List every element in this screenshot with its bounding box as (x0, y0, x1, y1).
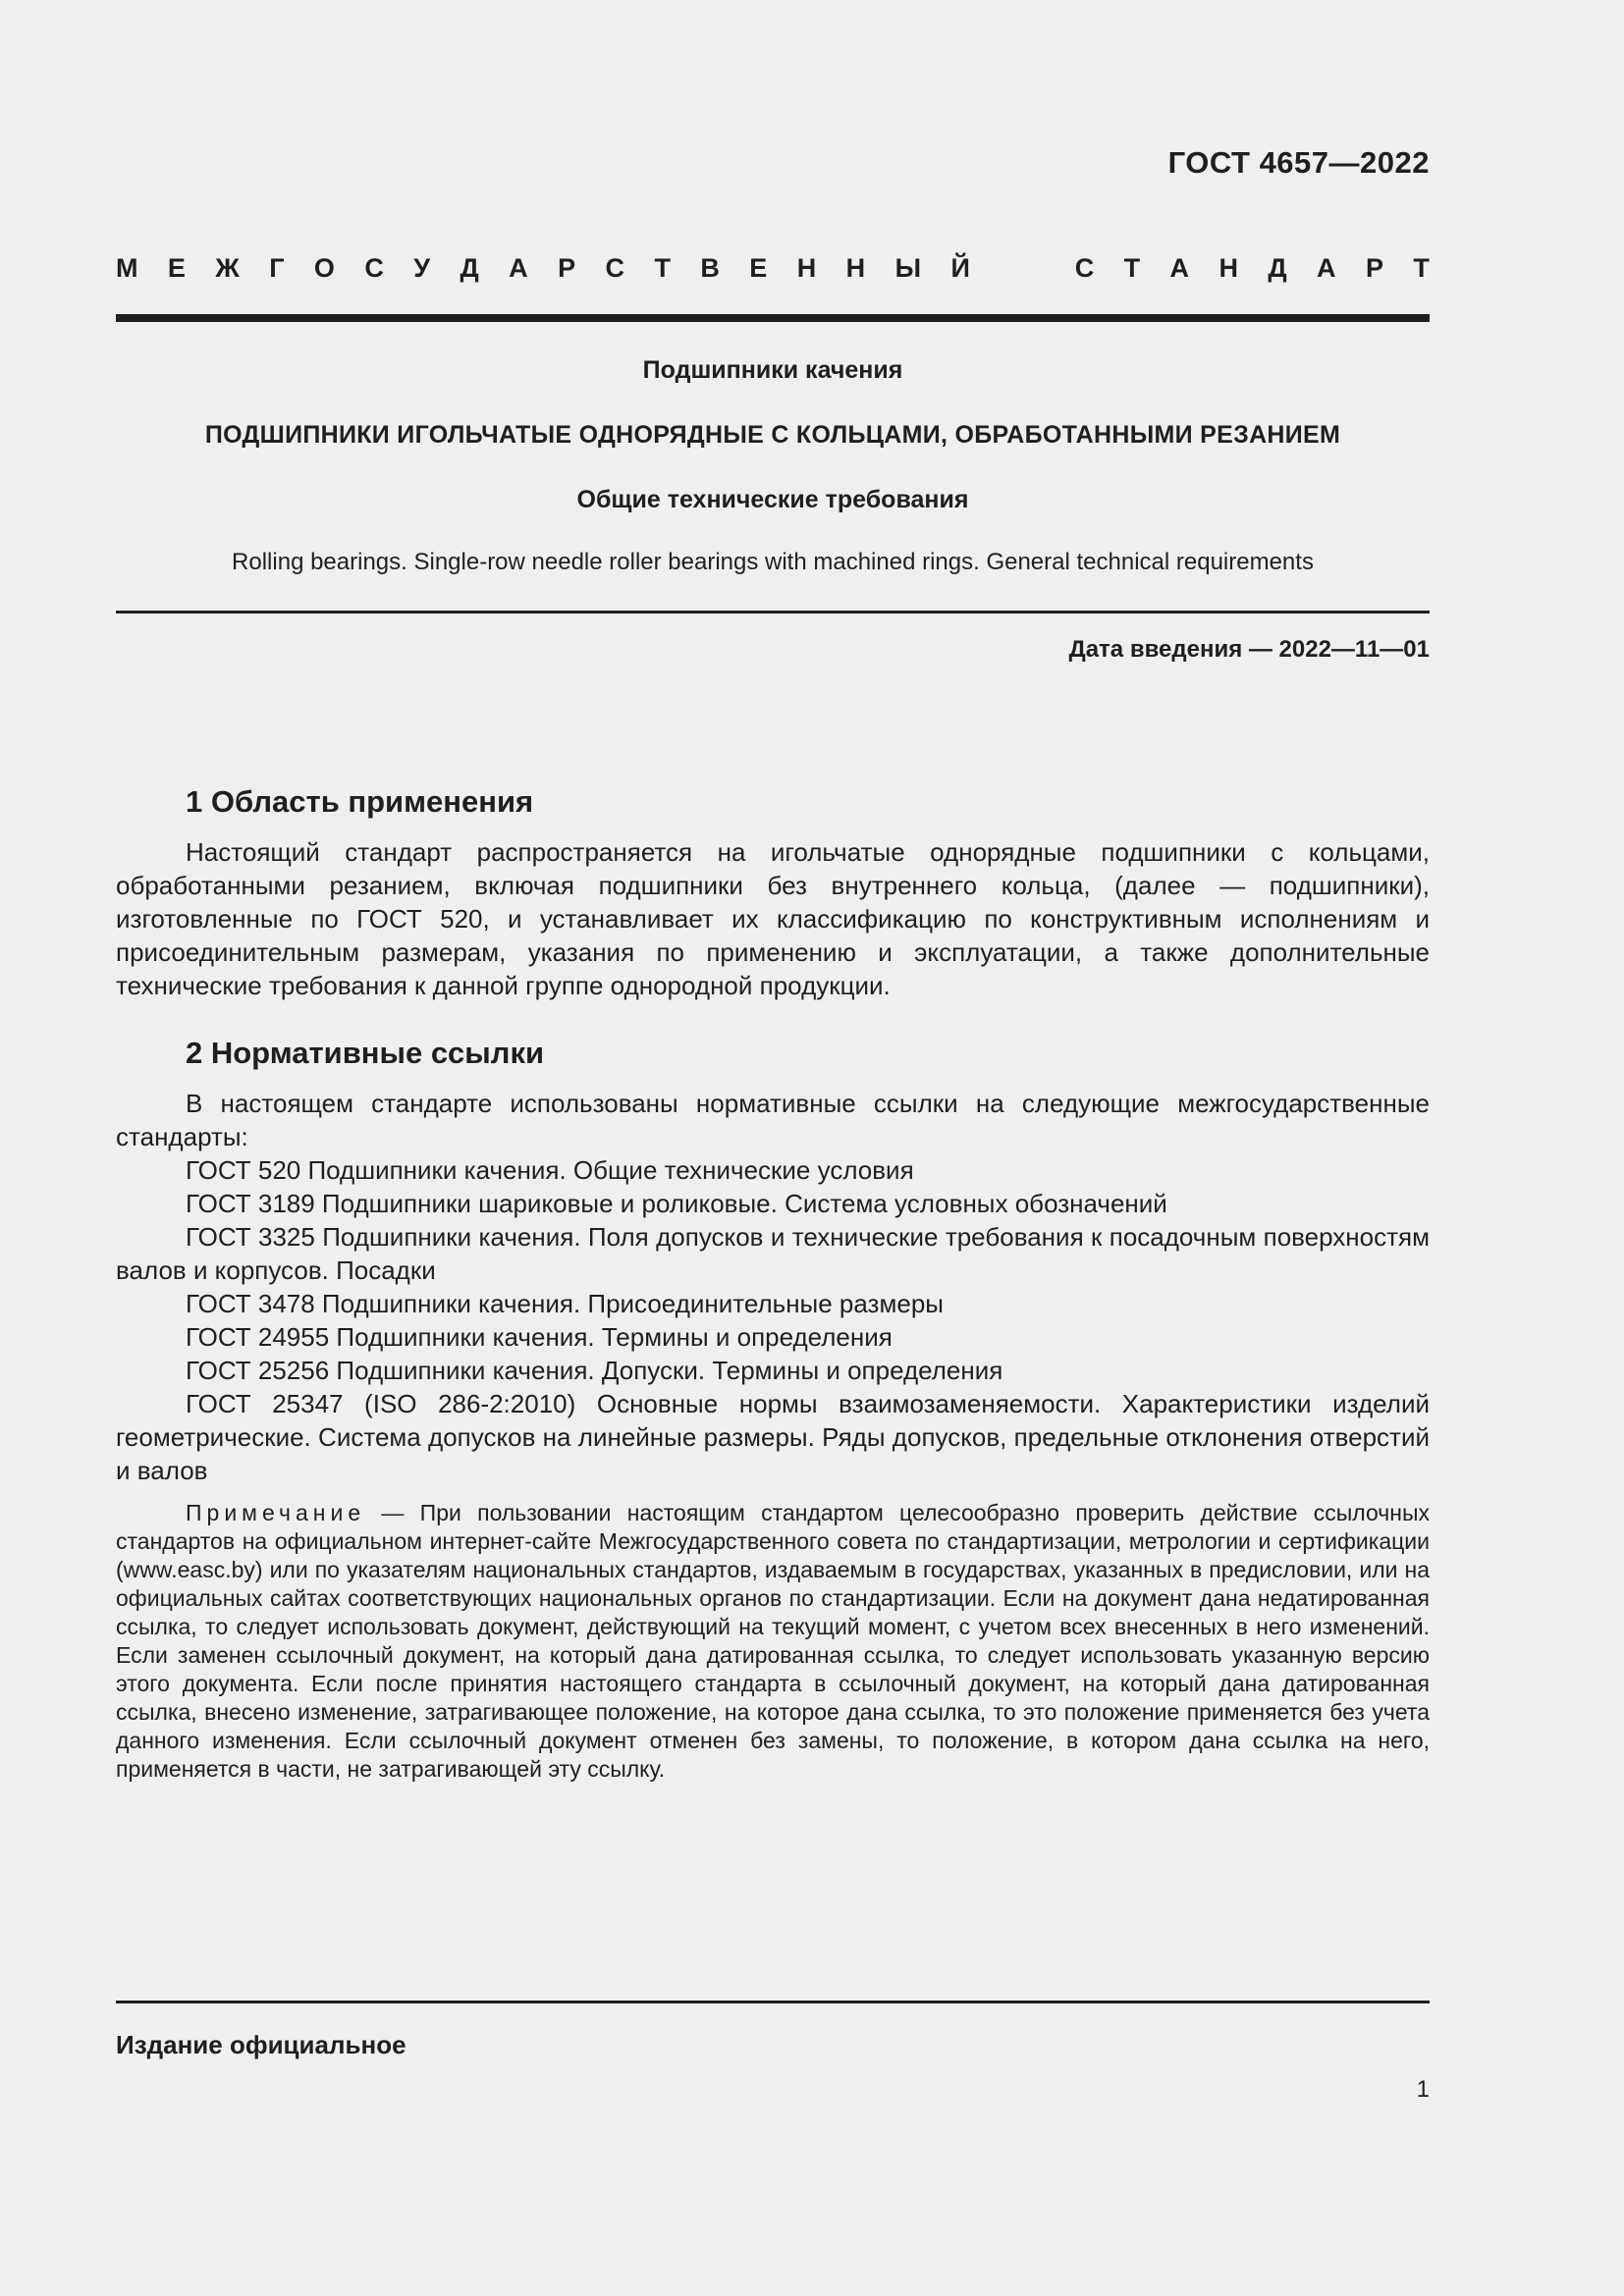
standard-type-letter: Е (167, 253, 186, 283)
standard-type-gap (1000, 253, 1045, 284)
standard-type-banner (116, 253, 1430, 284)
standard-type-letter: С (364, 253, 384, 283)
title-category: Подшипники качения (642, 356, 903, 384)
standard-type-letter: Г (269, 253, 285, 283)
standard-type-letter: Е (749, 253, 768, 283)
section-1-text: Настоящий стандарт распространяется на игольчатые однорядные подшипники с кольцами, обработанными резанием, включая подшипники без внутреннего кольца, (далее — подшипники), изготовленные по ГОСТ 520, и устанавливает их классификацию по конструктивным исполнениям и присоединительным размерам, указания по применению и эксплуатации, а также дополнительные технические требования к данной группе однородной продукции. (116, 837, 1430, 1000)
note-text: — При пользовании настоящим стандартом целесообразно проверить действие ссылочных стандартов на официальном интернет-сайте Межгосударственного совета по стандартизации, метрологии и сертификации (www.easc.by) или по указателям национальных стандартов, издаваемым в государствах, указанных в предисловии, или на официальных сайтах соответствующих национальных органов по стандартизации. Если на документ дана недатированная ссылка, то следует использовать документ, действующий на текущий момент, с учетом всех внесенных в него изменений. Если заменен ссылочный документ, на который дана датированная ссылка, то следует использовать указанную версию этого документа. Если после принятия настоящего стандарта в ссылочный документ, на который дана датированная ссылка, внесено изменение, затрагивающее положение, на которое дана ссылка, то это положение применяется без учета данного изменения. Если ссылочный документ отменен без замены, то положение, в котором дана ссылка на него, применяется в части, не затрагивающей эту ссылку. (116, 1500, 1430, 1782)
standard-type-letter: Н (796, 253, 817, 283)
section-2-intro: В настоящем стандарте использованы нормативные ссылки на следующие межгосударственные стандарты: (116, 1089, 1430, 1151)
header-divider (116, 314, 1430, 322)
standard-type-letter: С (1074, 253, 1095, 283)
introduction-date: Дата введения — 2022—11—01 (1068, 636, 1430, 663)
footer-divider (116, 2001, 1430, 2003)
document-page (116, 0, 1430, 2296)
document-number: ГОСТ 4657—2022 (1167, 145, 1430, 180)
standard-type-letter: Р (1365, 253, 1383, 283)
standard-type-letter: Й (950, 253, 970, 283)
standard-type-letter: Ы (894, 253, 922, 283)
standard-type-letter: Н (845, 253, 866, 283)
standard-type-letter: Ж (215, 253, 240, 283)
note-label: Примечание (186, 1500, 366, 1525)
reference-item: ГОСТ 3325 Подшипники качения. Поля допусков и технические требования к посадочным поверхностям валов и корпусов. Посадки (116, 1222, 1430, 1285)
standard-type-letter: С (605, 253, 625, 283)
reference-item: ГОСТ 24955 Подшипники качения. Термины и определения (186, 1322, 893, 1352)
reference-item: ГОСТ 3189 Подшипники шариковые и роликовые. Система условных обозначений (186, 1189, 1167, 1218)
title-divider (116, 611, 1430, 614)
section-2-heading: 2 Нормативные ссылки (186, 1036, 545, 1070)
page-number: 1 (1416, 2076, 1430, 2103)
standard-type-letter: Т (1413, 253, 1430, 283)
note (116, 1499, 1430, 1784)
standard-type-letter: М (116, 253, 138, 283)
reference-item: ГОСТ 25256 Подшипники качения. Допуски. Термины и определения (186, 1356, 1003, 1385)
standard-type-letter: О (313, 253, 335, 283)
standard-type-letter: Т (654, 253, 671, 283)
standard-type-letter: В (700, 253, 720, 283)
document-body (116, 780, 1430, 1784)
standard-type-letter: Н (1218, 253, 1238, 283)
standard-type-letter: Т (1123, 253, 1141, 283)
reference-item: ГОСТ 520 Подшипники качения. Общие технические условия (186, 1155, 914, 1185)
standard-type-letter: А (509, 253, 528, 283)
standard-type-letter: А (1317, 253, 1336, 283)
standard-type-letter: У (413, 253, 431, 283)
title-subtitle: Общие технические требования (576, 486, 969, 513)
standard-type-letter: Д (1268, 253, 1287, 283)
standard-type-letter: Д (460, 253, 479, 283)
section-1-heading: 1 Область применения (186, 784, 534, 819)
standard-type-letter: А (1169, 253, 1190, 283)
reference-item: ГОСТ 25347 (ISO 286-2:2010) Основные нормы взаимозаменяемости. Характеристики изделий геометрические. Система допусков на линейные размеры. Ряды допусков, предельные отклонения отверстий и валов (116, 1389, 1430, 1485)
standard-type-letter: Р (558, 253, 576, 283)
title-english: Rolling bearings. Single-row needle roller bearings with machined rings. General technical requirements (232, 549, 1314, 575)
edition-label: Издание официальное (116, 2030, 406, 2059)
title-block (116, 355, 1430, 577)
title-main: ПОДШИПНИКИ ИГОЛЬЧАТЫЕ ОДНОРЯДНЫЕ С КОЛЬЦАМИ, ОБРАБОТАННЫМИ РЕЗАНИЕМ (204, 421, 1341, 449)
reference-item: ГОСТ 3478 Подшипники качения. Присоединительные размеры (186, 1289, 944, 1318)
